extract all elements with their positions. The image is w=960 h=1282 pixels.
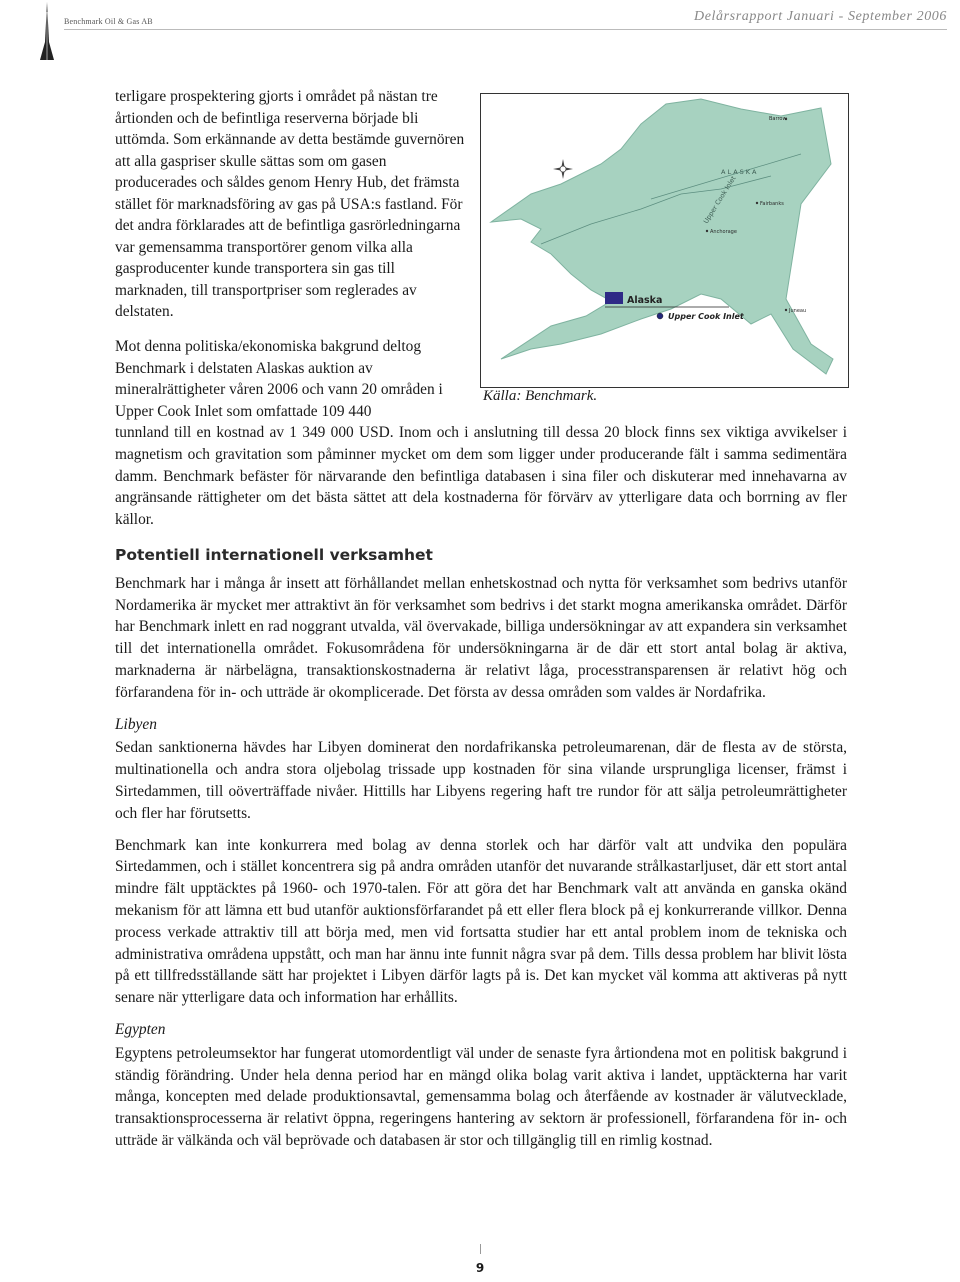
section-heading: Potentiell internationell verksamhet	[115, 545, 433, 564]
compass-icon	[553, 159, 573, 179]
header-divider	[64, 29, 947, 30]
city-juneau: Juneau	[789, 308, 807, 314]
alaska-map	[480, 93, 849, 388]
map-caption: Källa: Benchmark.	[483, 388, 598, 404]
city-juneau-marker	[785, 309, 787, 311]
legend-area-marker	[657, 313, 663, 319]
legend-area-label: Upper Cook Inlet	[668, 312, 744, 321]
page-number-rule	[480, 1244, 481, 1254]
page-number: 9	[475, 1261, 485, 1275]
legend-state-swatch	[605, 292, 623, 304]
libyen-paragraph-1: Sedan sanktionerna hävdes har Libyen dominerat den nordafrikanska petroleumarenan, där de flesta av de största, multinationella och andra stora oljebolag trissade upp kostnaden för sina vilande ursprungliga licenser, främst i Sirtedammen, till oöverträffade nivåer. Hittills har Libyens regering haft tre rundor för att sälja petroleumrättigheter och fler har förutsetts.	[115, 739, 847, 822]
libyen-heading: Libyen	[115, 715, 157, 733]
company-name: Benchmark Oil & Gas AB	[64, 17, 153, 26]
egypten-paragraph-1: Egyptens petroleumsektor har fungerat utomordentligt väl under de senaste fyra årtiondena mot en politisk bakgrund i ständig förändring. Under hela denna period har en mängd olika bolag varit aktiva i landet, upptäckterna har varit många, koncepten med delade produktionsavtal, gemensamma bolag och återfående av kostnader är välutvecklade, transaktionsprocesserna är relativt öppna, regeringens hantering av sektorn är professionell, förfarandena för in- och utträde är välkända och väl beprövade och databasen är stor och tillgänglig till en rimlig kostnad.	[115, 1044, 847, 1149]
alaska-map-svg	[481, 94, 848, 387]
intro-paragraph: terligare prospektering gjorts i området på nästan tre årtionden och de befintliga reserverna började bli uttömda. Som erkännande av detta bestämde guvernören att alla gaspriser skulle sättas som om gasen producerades och såldes genom Henry Hub, det främsta stället för marknadsföring av gas på USA:s fastland. För det andra förklarades att de befintliga gasrörledningarna var gemensamma transportörer genom vilka alla gasproducenter kunde transportera sin gas till marknaden, till transportpriser som reglerades av delstaten.	[115, 88, 465, 320]
inlet-label: Upper Cook Inlet	[701, 174, 738, 226]
body-text	[115, 422, 847, 1162]
report-title: Delårsrapport Januari - September 2006	[694, 9, 947, 24]
legend-state-label: Alaska	[627, 295, 663, 306]
libyen-paragraph-2: Benchmark kan inte konkurrera med bolag av denna storlek och har därför valt att undvika den populära Sirtedammen, och i stället koncentrera sig på andra områden utanför det nuvarande strålkastarljuset, där ett stort antal mindre fält upptäcktes på 1960- och 1970-talen. För att göra det har Benchmark valt att använda en ganska okänd mekanism för att lämna ett bud utanför auktionsförfarandet på ett eller flera block på ej konkurrerande villkor. Denna process verkade attraktiv till att börja med, men vid fortsatta studier har ett antal problem inom de tekniska och administrativa områdena uppstått, och man har ännu inte funnit några svar på dem. Tills dessa problem har blivit lösta på ett tillfredsställande sätt har projektet i Libyen därför lagts på is. Det kan mycket väl komma att aktiveras på nytt senare när ytterligare data och information har erhållits.	[115, 836, 847, 1007]
mot-text	[115, 336, 467, 422]
mot-paragraph: Mot denna politiska/ekonomiska bakgrund deltog Benchmark i delstaten Alaskas auktion av mineralrättigheter våren 2006 och vann 20 områden i Upper Cook Inlet som omfattade 109 440	[115, 338, 443, 420]
alaska-landmass	[491, 99, 833, 374]
city-anchorage-marker	[706, 230, 708, 232]
city-fairbanks-marker	[756, 202, 758, 204]
egypten-heading: Egypten	[115, 1020, 166, 1038]
region-label: ALASKA	[721, 168, 759, 176]
page-header	[0, 0, 960, 60]
city-anchorage: Anchorage	[710, 229, 737, 235]
mot-continuation: tunnland till en kostnad av 1 349 000 USD. Inom och i anslutning till dessa 20 block finns sex viktiga avvikelser i magnetism och gravitation som påminner mycket om dem som ligger under producerande fält i samma sedimentära damm. Benchmark befäster för närvarande den befintliga databasen i sina filer och diskuterar med innehavarna av angränsande rättigheter om det bästa sättet att dela kostnaderna för förvärv av ytterligare data och borrning av fler källor.	[115, 424, 847, 529]
derrick-logo-icon	[36, 2, 58, 60]
city-barrow: Barrow	[769, 116, 787, 122]
section-paragraph: Benchmark har i många år insett att förhållandet mellan enhetskostnad och nytta för verksamhet som bedrivs utanför Nordamerika är mycket mer attraktivt än för verksamhet som bedrivs i det starkt mogna amerikanska området. Därför har Benchmark inlett en rad noggrant utvalda, väl övervakade, billiga undersökningar av att expandera sin verksamhet till det internationella området. Fokusområdena för undersökningarna är de där ett stort antal bolag är aktiva, marknaderna är närbelägna, transaktionskostnaderna är relativt låga, processtransparensen är relativt hög och förfarandena för in- och utträde är okomplicerade. Det första av dessa områden som valdes är Nordafrika.	[115, 574, 847, 701]
city-fairbanks: Fairbanks	[760, 201, 784, 207]
intro-text	[115, 86, 467, 323]
